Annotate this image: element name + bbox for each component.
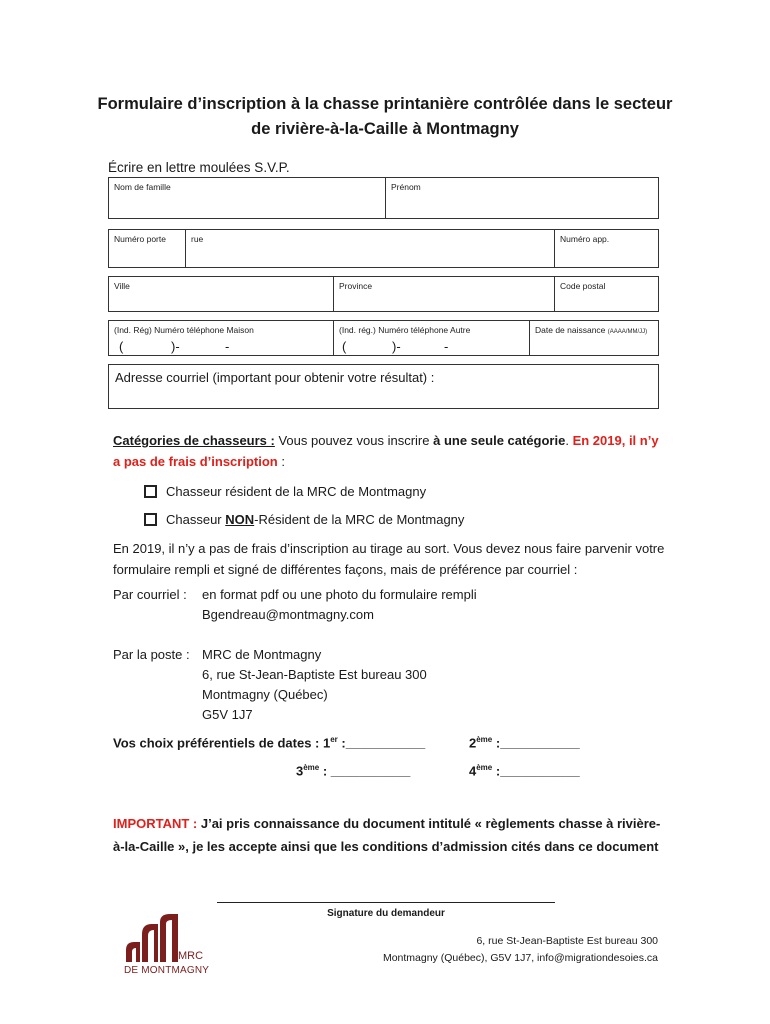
instructions: Écrire en lettre moulées S.V.P. [108, 160, 290, 175]
resident-checkbox[interactable] [144, 485, 157, 498]
mail-line-3: Montmagny (Québec) [202, 687, 328, 702]
email-method-line-1: en format pdf ou une photo du formulaire rempli [202, 587, 477, 602]
apt-number-label: Numéro app. [560, 234, 610, 244]
other-phone-open: ( [342, 339, 347, 354]
footer-line-2: Montmagny (Québec), G5V 1J7, info@migrationdesoies.ca [382, 952, 658, 964]
date-choice-4[interactable] [469, 763, 580, 778]
date-choice-2-sup: ème [476, 735, 493, 744]
date-choice-4-blank: :___________ [492, 763, 580, 779]
province-field[interactable] [333, 277, 554, 311]
non-resident-non: NON [225, 512, 255, 527]
birth-date-label [535, 325, 647, 335]
home-phone-label: (Ind. Rég) Numéro téléphone Maison [114, 325, 254, 335]
mail-method-address [202, 645, 427, 725]
email-method-label: Par courriel : [113, 587, 187, 602]
email-method-details [202, 585, 477, 625]
date-choice-3[interactable] [296, 763, 410, 778]
email-label: Adresse courriel (important pour obtenir votre résultat) : [115, 370, 435, 385]
non-resident-label [166, 512, 464, 527]
email-field[interactable] [108, 364, 659, 409]
categories-bold: à une seule catégorie [433, 433, 566, 448]
mail-line-4: G5V 1J7 [202, 707, 253, 722]
resident-label: Chasseur résident de la MRC de Montmagny [166, 484, 427, 499]
postal-code-field[interactable] [554, 277, 658, 311]
title-line-1: Formulaire d’inscription à la chasse printanière contrôlée dans le secteur [97, 95, 673, 113]
door-number-field[interactable] [109, 230, 185, 267]
logo-name-text: DE MONTMAGNY [124, 965, 210, 976]
date-choice-2-blank: :___________ [492, 735, 580, 751]
categories-heading: Catégories de chasseurs : [113, 433, 275, 448]
categories-text-1: Vous pouvez vous inscrire [274, 433, 434, 448]
categories-text-2: . [565, 433, 573, 448]
last-name-label: Nom de famille [114, 182, 171, 192]
date-choice-4-sup: ème [476, 763, 493, 772]
address-row [108, 229, 659, 268]
date-choice-label: Vos choix préférentiels de dates : 1 [113, 735, 331, 751]
phone-row [108, 320, 659, 356]
non-resident-pre: Chasseur [166, 512, 226, 527]
city-field[interactable] [109, 277, 333, 311]
other-phone-field[interactable] [333, 321, 529, 355]
apt-number-field[interactable] [554, 230, 658, 267]
street-field[interactable] [185, 230, 554, 267]
province-label: Province [339, 281, 373, 291]
other-phone-dash: - [444, 339, 449, 354]
birth-date-text: Date de naissance [535, 325, 606, 335]
mail-line-2: 6, rue St-Jean-Baptiste Est bureau 300 [202, 667, 427, 682]
city-row [108, 276, 659, 312]
home-phone-dash: - [225, 339, 230, 354]
date-choice-1[interactable] [113, 735, 425, 750]
date-choice-1-blank: :___________ [337, 735, 426, 751]
signature-line[interactable] [217, 902, 555, 903]
mail-method-label: Par la poste : [113, 647, 190, 662]
footer-line-1: 6, rue St-Jean-Baptiste Est bureau 300 [476, 935, 658, 947]
important-notice [113, 812, 668, 858]
date-choice-3-sup: ème [303, 763, 320, 772]
date-choice-3-num: 3 [296, 763, 304, 779]
other-phone-label: (Ind. rég.) Numéro téléphone Autre [339, 325, 471, 335]
categories-intro [113, 430, 663, 472]
form-title [60, 92, 710, 142]
city-label: Ville [114, 281, 130, 291]
name-row [108, 177, 659, 219]
footer-address [383, 933, 658, 967]
date-choice-2-num: 2 [469, 735, 477, 751]
categories-text-3: : [277, 454, 285, 469]
postal-code-label: Code postal [560, 281, 606, 291]
first-name-field[interactable] [385, 178, 658, 218]
title-line-2: de rivière-à-la-Caille à Montmagny [251, 120, 519, 138]
birth-date-format: (AAAA/MM/JJ) [607, 329, 648, 335]
date-choice-1-sup: er [330, 735, 338, 744]
other-phone-mid: )- [392, 339, 401, 354]
birth-date-field[interactable] [529, 321, 658, 355]
option-resident[interactable] [144, 484, 426, 499]
date-choice-4-num: 4 [469, 763, 477, 779]
date-choice-2[interactable] [469, 735, 580, 750]
option-non-resident[interactable] [144, 512, 464, 527]
home-phone-open: ( [119, 339, 124, 354]
non-resident-post: -Résident de la MRC de Montmagny [254, 512, 465, 527]
mail-line-1: MRC de Montmagny [202, 647, 322, 662]
categories-free-note: En 2019, il n’y a pas de frais d’inscription [113, 433, 659, 469]
last-name-field[interactable] [109, 178, 385, 218]
date-choice-3-blank: : ___________ [319, 763, 411, 779]
home-phone-mid: )- [171, 339, 180, 354]
home-phone-field[interactable] [109, 321, 333, 355]
logo-mrc-text: MRC [178, 950, 204, 962]
instructions-paragraph: En 2019, il n’y a pas de frais d’inscription au tirage au sort. Vous devez nous faire parvenir votre formulaire rempli et signé de différentes façons, mais de préférence par courriel : [113, 541, 665, 577]
email-method-address: Bgendreau@montmagny.com [202, 607, 374, 622]
important-text: J’ai pris connaissance du document intitulé « règlements chasse à rivière-à-la-Caille », je les accepte ainsi que les conditions d’admission cités dans ce document [113, 816, 661, 854]
signature-label: Signature du demandeur [327, 908, 445, 919]
street-label: rue [191, 234, 204, 244]
important-label: IMPORTANT : [113, 816, 198, 831]
door-number-label: Numéro porte [114, 234, 166, 244]
non-resident-checkbox[interactable] [144, 513, 157, 526]
first-name-label: Prénom [391, 182, 421, 192]
